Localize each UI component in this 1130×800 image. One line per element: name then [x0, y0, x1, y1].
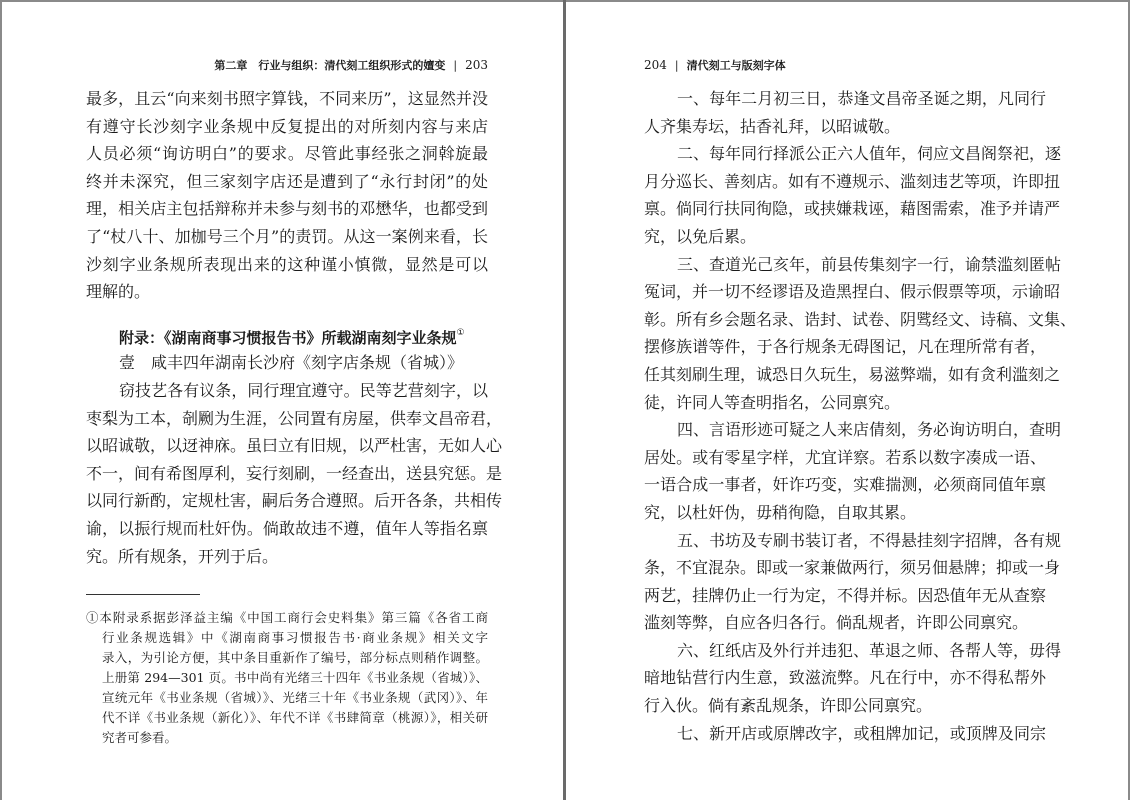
text-line: 六、红纸店及外行并违犯、革退之师、各帮人等，毋得 [677, 640, 1062, 660]
text-line: 一、每年二月初三日，恭逢文昌帝圣诞之期，凡同行 [677, 89, 1046, 108]
footnote-line: 代不详《书业条规（新化）》、年代不详《书肆简章（桃源）》，相关研 [102, 710, 488, 725]
footnote-line: 录入，为引论方便，其中条目重新作了编号，部分标点则稍作调整。 [102, 650, 488, 665]
text-line: 五、书坊及专刷书装订者，不得悬挂刻字招牌，各有规 [677, 530, 1062, 550]
text-line: 月分巡长、善刻店。如有不遵规示、滥刻违艺等项，许即扭 [644, 171, 1061, 191]
footnote-line: 宣统元年《书业条规（省城）》、光绪三十年《书业条规（武冈）》、年 [102, 690, 488, 705]
text-line: 居处。或有零星字样，尤宜详察。若系以数字凑成一语、 [644, 447, 1046, 467]
text-line: 最多，且云“向来刻书照字算钱，不同来历”，这显然并没 [86, 89, 488, 108]
page-number: 203 [465, 58, 488, 72]
right-page [566, 0, 1128, 800]
header-separator: | [674, 59, 679, 72]
text-line: 人齐集寿坛，拈香礼拜，以昭诚敬。 [644, 116, 901, 136]
page-number: 204 [644, 58, 667, 72]
appendix-title-text: 附录：《湖南商事习惯报告书》所载湖南刻字业条规 [119, 328, 457, 347]
text-line: 沙刻字业条规所表现出来的这种谨小慎微，显然是可以 [86, 254, 488, 274]
text-line: 四、言语形迹可疑之人来店倩刻，务必询访明白，查明 [677, 420, 1062, 440]
text-line: 滥刻等弊，自应各归各行。倘乱规者，许即公同禀究。 [644, 613, 1029, 633]
footnote-line: 行业条规选辑》中《湖南商事习惯报告书·商业条规》相关文字 [102, 630, 488, 645]
text-line: 以昭诚敬，以迓神庥。虽曰立有旧规，以严杜害，无如人心 [86, 436, 503, 456]
header-separator: | [453, 59, 458, 72]
text-line: 三、查道光己亥年，前县传集刻字一行，谕禁滥刻匿帖 [677, 254, 1062, 274]
text-line: 窃技艺各有议条，同行理宜遵守。民等艺营刻字，以 [119, 380, 488, 400]
text-line: 摆修族谱等件，于各行规条无碍图记，凡在理所常有者， [644, 337, 1046, 357]
text-line: 理，相关店主包括辩称并未参与刻书的邓懋华，也都受到 [86, 199, 488, 219]
text-line: 理解的。 [86, 282, 151, 302]
text-line: 人员必须“询访明白”的要求。尽管此事经张之洞斡旋最 [86, 144, 488, 164]
text-line: 谕，以振行规而杜奸伪。倘敢故违不遵，值年人等指名禀 [86, 518, 488, 538]
text-line: 任其刻刷生理，诚恐日久玩生，易滋弊端，如有贪利滥刻之 [644, 364, 1061, 384]
footnote [86, 608, 488, 748]
text-line: 彰。所有乡会题名录、诰封、试卷、阴骘经文、诗稿、文集、 [644, 309, 1077, 329]
left-page [0, 0, 563, 800]
text-line: 暗地钻营行内生意，致滋流弊。凡在行中，亦不得私帮外 [644, 668, 1046, 688]
text-line: 终并未深究，但三家刻字店还是遭到了“永行封闭”的处 [86, 171, 488, 191]
text-line: 枣梨为工本，剞劂为生涯，公同置有房屋，供奉文昌帝君， [86, 408, 503, 428]
footnote-line: ①本附录系据彭泽益主编《中国工商行会史料集》第三篇《各省工商 [86, 610, 488, 625]
text-line: 有遵守长沙刻字业条规中反复提出的对所刻内容与来店 [86, 116, 488, 136]
right-body-text [644, 85, 1077, 747]
text-line: 禀。倘同行扶同徇隐，或挟嫌栽诬，藉图需索，准予并请严 [644, 199, 1061, 219]
left-body-text [86, 85, 503, 570]
text-line: 了“杖八十、加枷号三个月”的责罚。从这一案例来看，长 [86, 226, 488, 246]
section-heading: 壹 咸丰四年湖南长沙府《刻字店条规（省城）》 [119, 353, 464, 373]
text-line: 两艺，挂牌仍止一行为定，不得并标。因恐值年无从查察 [644, 585, 1046, 605]
appendix-heading [86, 322, 488, 350]
left-running-header [214, 57, 488, 73]
text-line: 究，以杜奸伪，毋稍徇隐，自取其累。 [644, 502, 917, 522]
text-line: 二、每年同行择派公正六人值年，伺应文昌阁祭祀，逐 [677, 144, 1062, 164]
text-line: 不一，间有希图厚利，妄行刻刷，一经查出，送县究惩。是 [86, 463, 503, 483]
text-line: 七、新开店或原牌改字，或租牌加记，或顶牌及同宗 [677, 723, 1046, 743]
footnote-rule [86, 594, 200, 595]
text-line: 一语合成一事者，奸诈巧变，实难揣测，必须商同值年禀 [644, 475, 1046, 495]
chapter-title: 第二章 行业与组织：清代刻工组织形式的嬗变 [214, 59, 446, 72]
right-running-header [644, 57, 786, 73]
text-line: 究。所有规条，开列于后。 [86, 546, 279, 566]
text-line: 究，以免后累。 [644, 226, 757, 246]
text-line: 冤词，并一切不经谬语及造黑捏白、假示假票等项，示谕昭 [644, 282, 1061, 302]
footnote-line: 究者可参看。 [102, 730, 178, 745]
book-title: 清代刻工与版刻字体 [686, 59, 786, 72]
text-line: 行入伙。倘有紊乱规条，许即公同禀究。 [644, 696, 933, 716]
text-line: 条，不宜混杂。即或一家兼做两行，须另佃悬牌；抑或一身 [644, 558, 1061, 578]
text-line: 以同行新酌，定规杜害，嗣后务合遵照。后开各条，共相传 [86, 491, 503, 511]
footnote-marker: ① [456, 327, 465, 338]
text-line: 徒，许同人等查明指名，公同禀究。 [644, 392, 901, 412]
footnote-line: 上册第 294—301 页。书中尚有光绪三十四年《书业条规（省城）》、 [102, 670, 488, 685]
